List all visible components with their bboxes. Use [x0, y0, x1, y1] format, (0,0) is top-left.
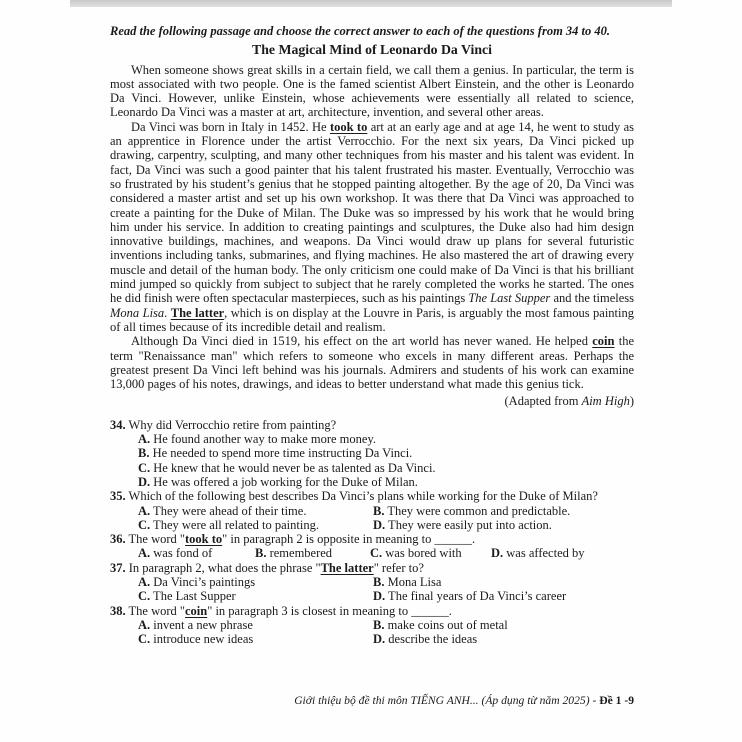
source-attribution	[110, 394, 634, 408]
passage-body	[110, 63, 634, 392]
option-text: Mona Lisa	[384, 574, 442, 589]
question-number: 34.	[110, 417, 126, 432]
text-segment: took to	[329, 119, 368, 134]
answer-option-a	[138, 432, 634, 446]
option-text: make coins out of metal	[384, 617, 508, 632]
text-segment: Aim High	[581, 394, 630, 409]
option-text: was fond of	[150, 546, 213, 561]
answer-option-a	[138, 504, 373, 518]
text-segment: Which of the following best describes Da Vinci’s plans while working for the Duke of Milan?	[125, 489, 598, 504]
answer-option-d	[491, 546, 634, 560]
option-text: He knew that he would never be as talented as Da Vinci.	[150, 460, 436, 475]
text-segment: " in paragraph 3 is closest in meaning to ______.	[207, 603, 452, 618]
answer-option-c	[370, 546, 491, 560]
text-segment: The word "	[125, 603, 185, 618]
option-label: A.	[138, 546, 151, 561]
text-segment: The latter	[170, 305, 225, 320]
answer-option-d	[373, 518, 634, 532]
answer-option-a	[138, 575, 373, 589]
text-segment: In paragraph 2, what does the phrase "	[125, 560, 321, 575]
passage-paragraph	[110, 120, 634, 334]
text-segment: The Last Supper	[468, 291, 551, 306]
text-segment: The word "	[125, 532, 185, 547]
question-34	[110, 418, 634, 489]
question-37	[110, 561, 634, 604]
option-text: invent a new phrase	[150, 617, 253, 632]
answer-option-d	[138, 475, 634, 489]
option-label: A.	[138, 574, 151, 589]
text-segment: Why did Verrocchio retire from painting?	[125, 417, 337, 432]
instructions-text: Read the following passage and choose the correct answer to each of the questions from 34 to 40.	[110, 24, 611, 38]
passage-paragraph	[110, 63, 634, 120]
option-text: They were ahead of their time.	[150, 503, 307, 518]
text-segment: coin	[185, 603, 208, 618]
option-text: describe the ideas	[385, 632, 478, 647]
answer-option-c	[138, 632, 373, 646]
answer-option-b	[373, 504, 634, 518]
option-label: D.	[491, 546, 504, 561]
question-prompt	[110, 489, 634, 503]
option-text: was affected by	[503, 546, 585, 561]
option-text: Da Vinci’s paintings	[150, 574, 256, 589]
answer-option-a	[138, 618, 373, 632]
option-label: C.	[138, 632, 151, 647]
answer-options	[138, 504, 634, 533]
scan-edge-artifact	[70, 0, 672, 7]
answer-options	[138, 618, 634, 647]
question-prompt	[110, 532, 634, 546]
option-label: C.	[138, 589, 151, 604]
option-label: A.	[138, 432, 151, 447]
text-segment: The latter	[320, 560, 374, 575]
answer-option-d	[373, 632, 634, 646]
option-text: The final years of Da Vinci’s career	[385, 589, 567, 604]
option-text: introduce new ideas	[150, 632, 254, 647]
text-segment: " in paragraph 2 is opposite in meaning to ______.	[222, 532, 476, 547]
option-label: B.	[373, 617, 385, 632]
text-segment: When someone shows great skills in a certain field, we call them a genius. In particular, the term is most associated with two people. One is the famed scientist Albert Einstein, and the other is Leonardo Da Vinci. However, unlike Einstein, whose achievements were essentially all related to science, Leonardo Da Vinci was a master at art, architecture, invention, and several other areas.	[110, 62, 634, 120]
option-label: A.	[138, 617, 151, 632]
page-content	[110, 24, 634, 646]
text-segment: Giới thiệu bộ đề thi môn TIẾNG ANH... (Áp dụng từ năm 2025) -	[294, 694, 600, 707]
option-label: C.	[370, 546, 383, 561]
option-text: They were common and predictable.	[384, 503, 571, 518]
text-segment: took to	[185, 532, 223, 547]
option-label: D.	[138, 474, 151, 489]
text-segment: (Adapted from	[504, 394, 582, 409]
question-number: 35.	[110, 489, 126, 504]
option-label: B.	[255, 546, 267, 561]
option-text: He needed to spend more time instructing Da Vinci.	[149, 446, 413, 461]
option-label: B.	[373, 503, 385, 518]
questions-section	[110, 418, 634, 647]
answer-option-c	[138, 589, 373, 603]
question-prompt	[110, 561, 634, 575]
option-text: They were all related to painting.	[150, 517, 319, 532]
question-number: 36.	[110, 532, 126, 547]
answer-option-c	[138, 461, 634, 475]
option-label: C.	[138, 460, 151, 475]
text-segment: .	[164, 305, 171, 320]
text-segment: art at an early age and at age 14, he went to study as an apprentice in Florence under the artist Verrocchio. For the next six years, Da Vinci picked up drawing, carpentry, sculpting, and many other techniques from his master and his talent was evident. In fact, Da Vinci was such a good painter that his talent frustrated his master. Eventually, Verrocchio was so frustrated by his student’s genius that he stopped painting altogether. By the age of 20, Da Vinci was considered a master artist and set up his own workshop. It was there that Da Vinci was approached to create a painting for the Duke of Milan. The Duke was so impressed by his work that he would bring him under his service. In addition to creating paintings and sculptures, the Duke also had him design innovative buildings, machines, and weapons. Da Vinci would draw up plans for several futuristic inventions including tanks, submarines, and flying machines. He also mastered the art of drawing every muscle and detail of the human body. The only criticism one could make of Da Vinci is that his brilliant mind jumped so quickly from subject to subject that he rarely completed the works he started. The ones he did finish were often spectacular masterpieces, such as his paintings	[110, 119, 634, 306]
text-segment: Da Vinci was born in Italy in 1452. He	[131, 119, 330, 134]
text-segment: Although Da Vinci died in 1519, his effect on the art world has never waned. He helped	[131, 334, 593, 349]
text-segment: the term "Renaissance man" which refers to someone who excels in many different areas. Perhaps the greatest present Da Vinci left behind was his journals. Admirers and students of his work can examine 13,000 pages of his notes, drawings, and ideas to better understand what made this genius tick.	[110, 334, 634, 392]
option-label: D.	[373, 517, 386, 532]
question-38	[110, 604, 634, 647]
option-text: They were easily put into action.	[385, 517, 552, 532]
answer-option-b	[373, 575, 634, 589]
answer-option-c	[138, 518, 373, 532]
question-36	[110, 532, 634, 561]
option-label: D.	[373, 632, 386, 647]
question-prompt	[110, 418, 634, 432]
question-number: 37.	[110, 560, 126, 575]
option-text: was bored with	[382, 546, 462, 561]
option-label: B.	[138, 446, 150, 461]
text-segment: )	[629, 394, 634, 409]
answer-options	[138, 432, 634, 489]
text-segment: , which is on display at the Louvre in Paris, is arguably the most famous painting of all times because of its incredible detail and realism.	[110, 305, 635, 334]
text-segment: and the timeless	[550, 291, 634, 306]
text-segment: Mona Lisa	[110, 305, 165, 320]
answer-option-a	[138, 546, 255, 560]
passage-title: The Magical Mind of Leonardo Da Vinci	[252, 42, 492, 58]
option-text: The Last Supper	[150, 589, 236, 604]
text-segment: " refer to?	[373, 560, 424, 575]
answer-option-b	[138, 446, 634, 460]
text-segment: coin	[592, 334, 615, 349]
option-label: A.	[138, 503, 151, 518]
question-prompt	[110, 604, 634, 618]
option-text: remembered	[266, 546, 333, 561]
text-segment: Đề 1 -9	[599, 694, 634, 707]
answer-options	[138, 575, 634, 604]
option-text: He was offered a job working for the Duke of Milan.	[150, 474, 418, 489]
option-text: He found another way to make more money.	[150, 432, 377, 447]
question-35	[110, 489, 634, 532]
answer-option-b	[255, 546, 370, 560]
answer-option-d	[373, 589, 634, 603]
option-label: C.	[138, 517, 151, 532]
page-footer	[294, 694, 634, 708]
question-number: 38.	[110, 603, 126, 618]
option-label: B.	[373, 574, 385, 589]
passage-paragraph	[110, 334, 634, 391]
option-label: D.	[373, 589, 386, 604]
answer-options	[138, 546, 634, 560]
answer-option-b	[373, 618, 634, 632]
